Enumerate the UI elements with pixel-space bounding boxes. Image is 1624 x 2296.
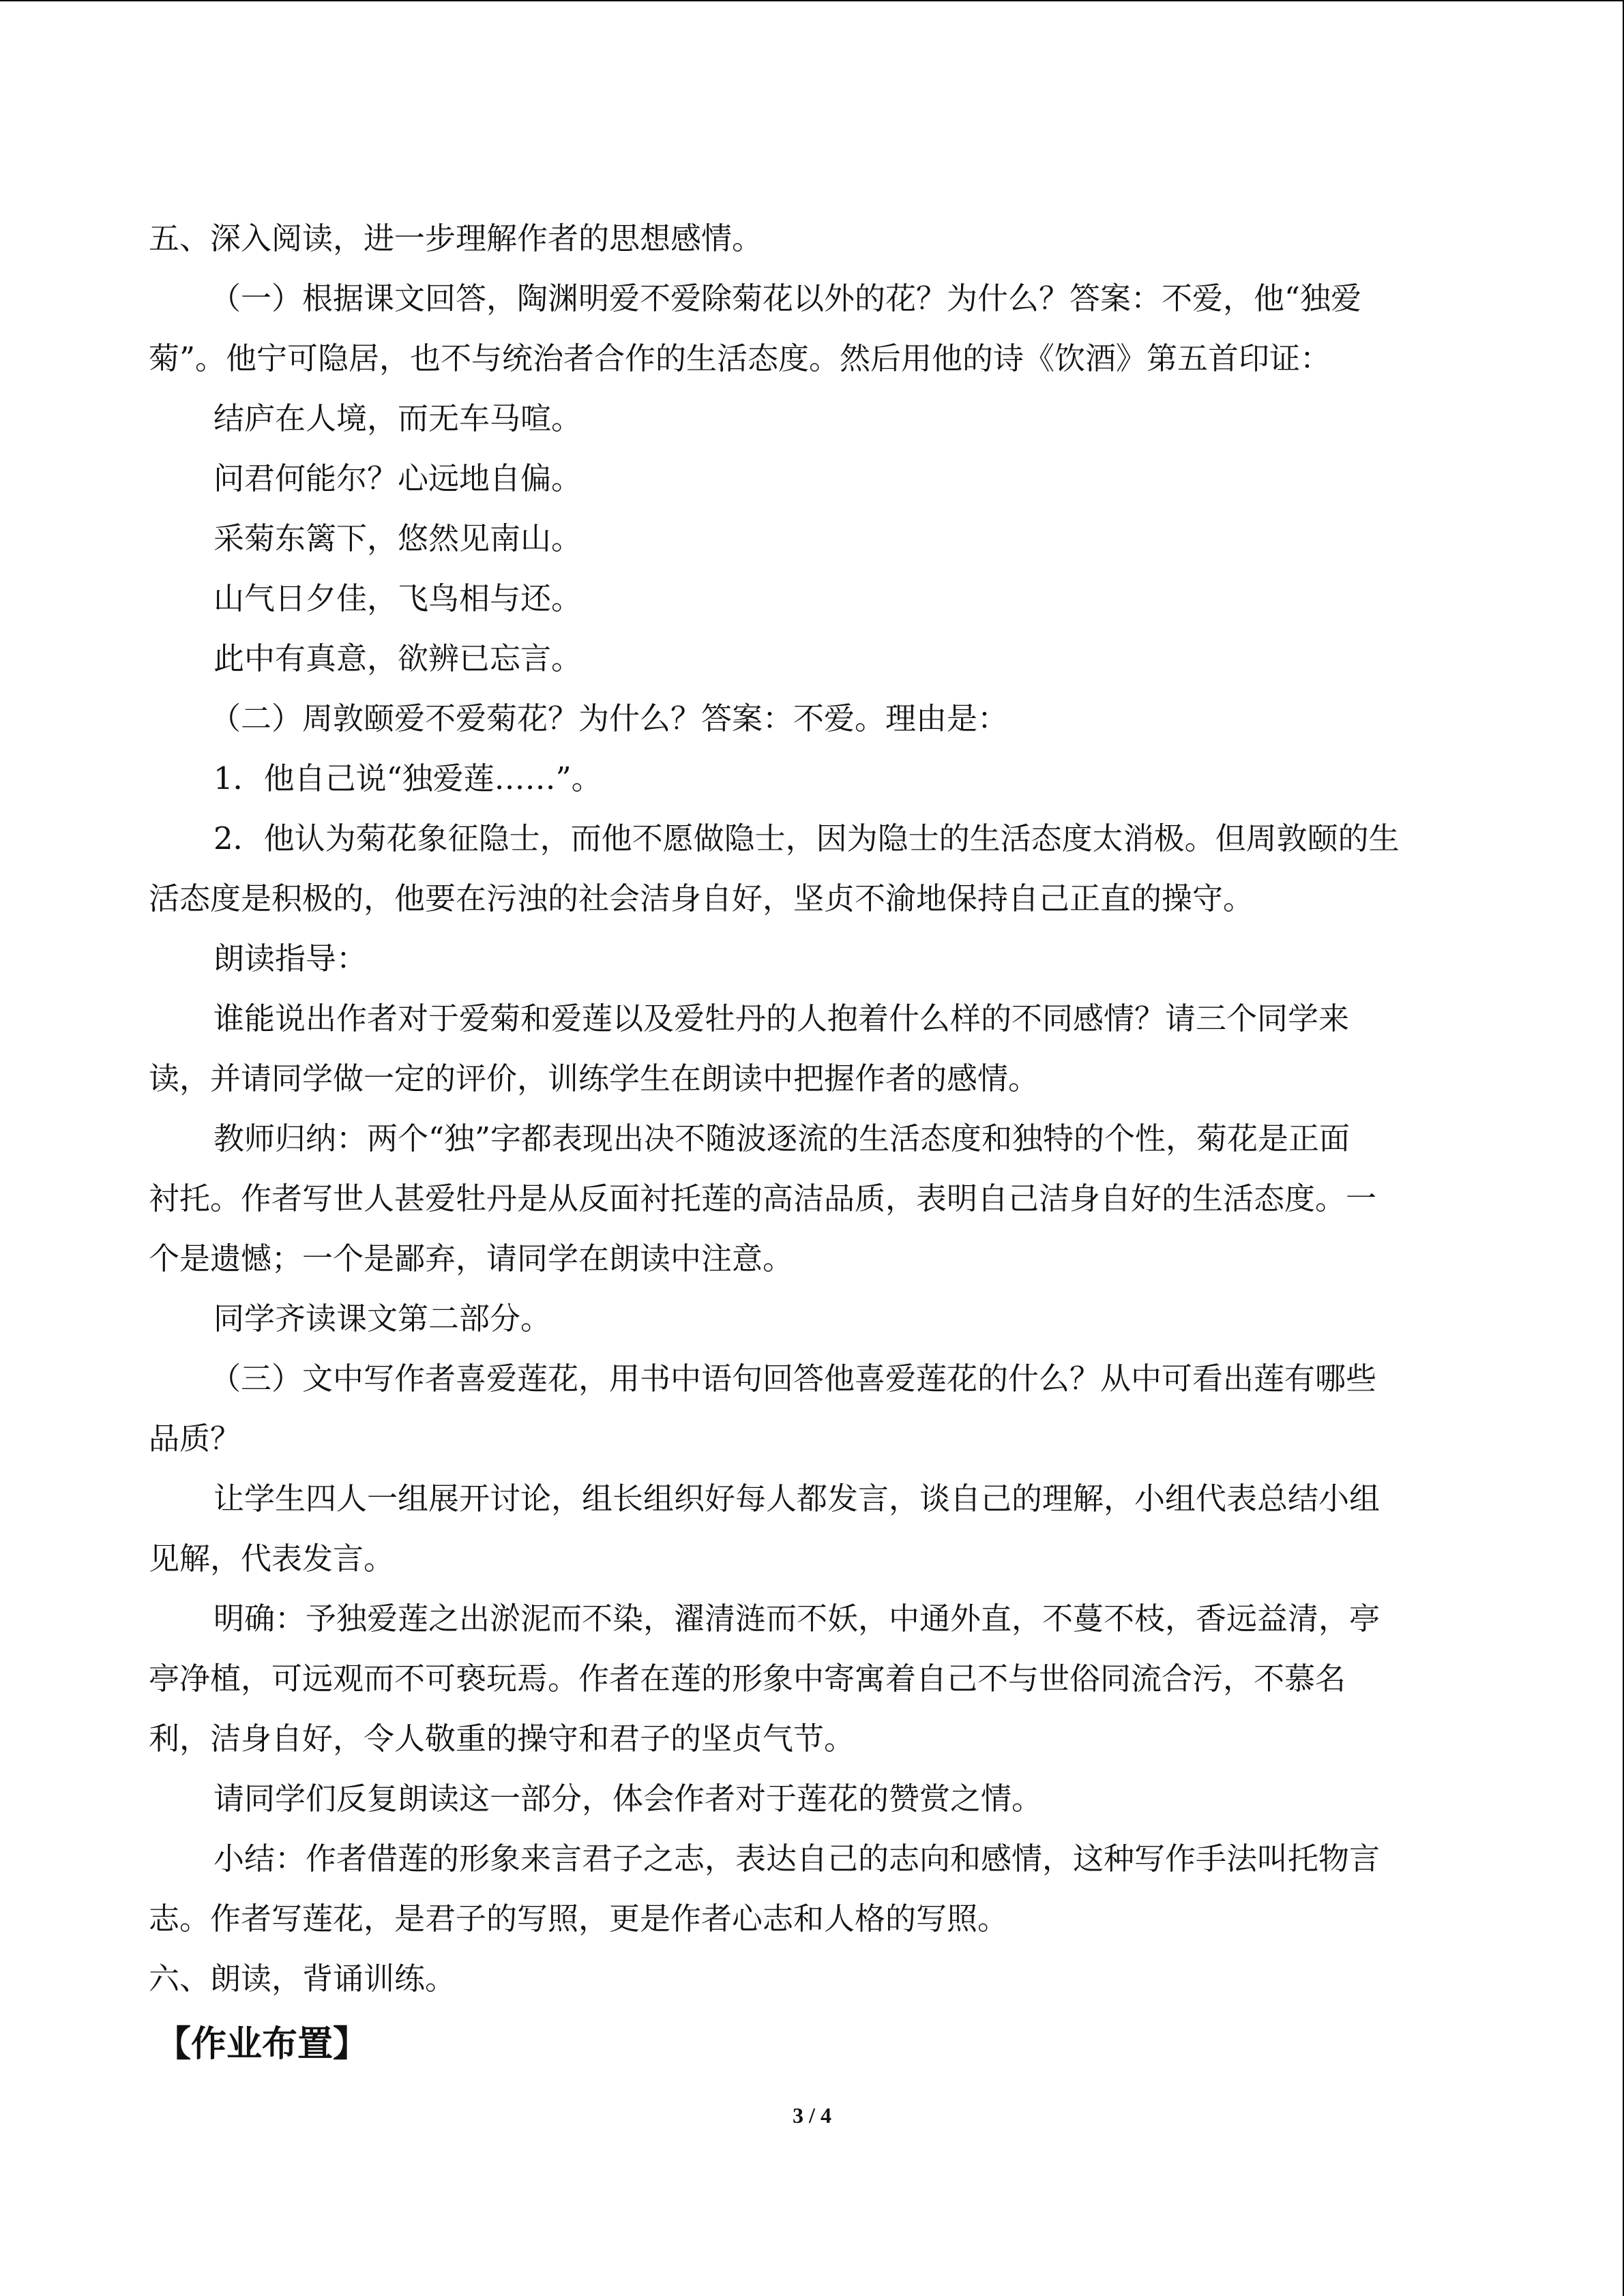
text-line: 六、朗读，背诵训练。 (149, 1960, 456, 1997)
text-line: 个是遗憾；一个是鄙弃，请同学在朗读中注意。 (149, 1240, 794, 1277)
page-number: 3 / 4 (793, 2103, 831, 2128)
text-line: 利，洁身自好，令人敬重的操守和君子的坚贞气节。 (149, 1720, 855, 1757)
text-line: 五、深入阅读，进一步理解作者的思想感情。 (149, 220, 763, 256)
section-heading: 【作业布置】 (156, 2024, 369, 2065)
text-line: 志。作者写莲花，是君子的写照，更是作者心志和人格的写照。 (149, 1900, 1009, 1937)
text-line: 让学生四人一组展开讨论，组长组织好每人都发言，谈自己的理解，小组代表总结小组 (213, 1480, 1381, 1517)
document-body (149, 209, 1475, 2077)
text-line: 结庐在人境，而无车马喧。 (213, 400, 582, 436)
text-line: 谁能说出作者对于爱菊和爱莲以及爱牡丹的人抱着什么样的不同感情？请三个同学来 (213, 1000, 1350, 1037)
text-line: 同学齐读课文第二部分。 (213, 1300, 552, 1337)
text-line: 请同学们反复朗读这一部分，体会作者对于莲花的赞赏之情。 (213, 1780, 1043, 1817)
text-line: 读，并请同学做一定的评价，训练学生在朗读中把握作者的感情。 (149, 1060, 1039, 1097)
text-line: 品质？ (149, 1420, 241, 1457)
text-line: （一）根据课文回答，陶渊明爱不爱除菊花以外的花？为什么？答案：不爱，他“独爱 (210, 280, 1362, 316)
text-line: 教师归纳：两个“独”字都表现出决不随波逐流的生活态度和独特的个性，菊花是正面 (213, 1120, 1350, 1157)
text-line: 2．他认为菊花象征隐士，而他不愿做隐士，因为隐士的生活态度太消极。但周敦颐的生 (213, 820, 1400, 856)
paragraph-lines (149, 209, 1475, 2009)
text-line: （三）文中写作者喜爱莲花，用书中语句回答他喜爱莲花的什么？从中可看出莲有哪些 (210, 1360, 1377, 1397)
text-line: 小结：作者借莲的形象来言君子之志，表达自己的志向和感情，这种写作手法叫托物言 (213, 1840, 1381, 1877)
text-line: 山气日夕佳，飞鸟相与还。 (213, 580, 582, 616)
text-line: 朗读指导： (213, 940, 368, 976)
text-line: 明确：予独爱莲之出淤泥而不染，濯清涟而不妖，中通外直，不蔓不枝，香远益清，亭 (213, 1600, 1381, 1637)
text-line: 菊”。他宁可隐居，也不与统治者合作的生活态度。然后用他的诗《饮酒》第五首印证： (149, 340, 1331, 376)
text-line: 1．他自己说“独爱莲……”。 (213, 760, 602, 796)
text-line: 此中有真意，欲辨已忘言。 (213, 640, 582, 676)
text-line: 问君何能尔？心远地自偏。 (213, 460, 582, 496)
text-line: 亭净植，可远观而不可亵玩焉。作者在莲的形象中寄寓着自己不与世俗同流合污，不慕名 (149, 1660, 1346, 1697)
text-line: （二）周敦颐爱不爱菊花？为什么？答案：不爱。理由是： (210, 700, 1009, 736)
text-line: 采菊东篱下，悠然见南山。 (213, 520, 582, 556)
text-line: 见解，代表发言。 (149, 1540, 395, 1577)
text-line: 活态度是积极的，他要在污浊的社会洁身自好，坚贞不渝地保持自己正直的操守。 (149, 880, 1254, 916)
text-line: 衬托。作者写世人甚爱牡丹是从反面衬托莲的高洁品质，表明自己洁身自好的生活态度。一 (149, 1180, 1377, 1217)
